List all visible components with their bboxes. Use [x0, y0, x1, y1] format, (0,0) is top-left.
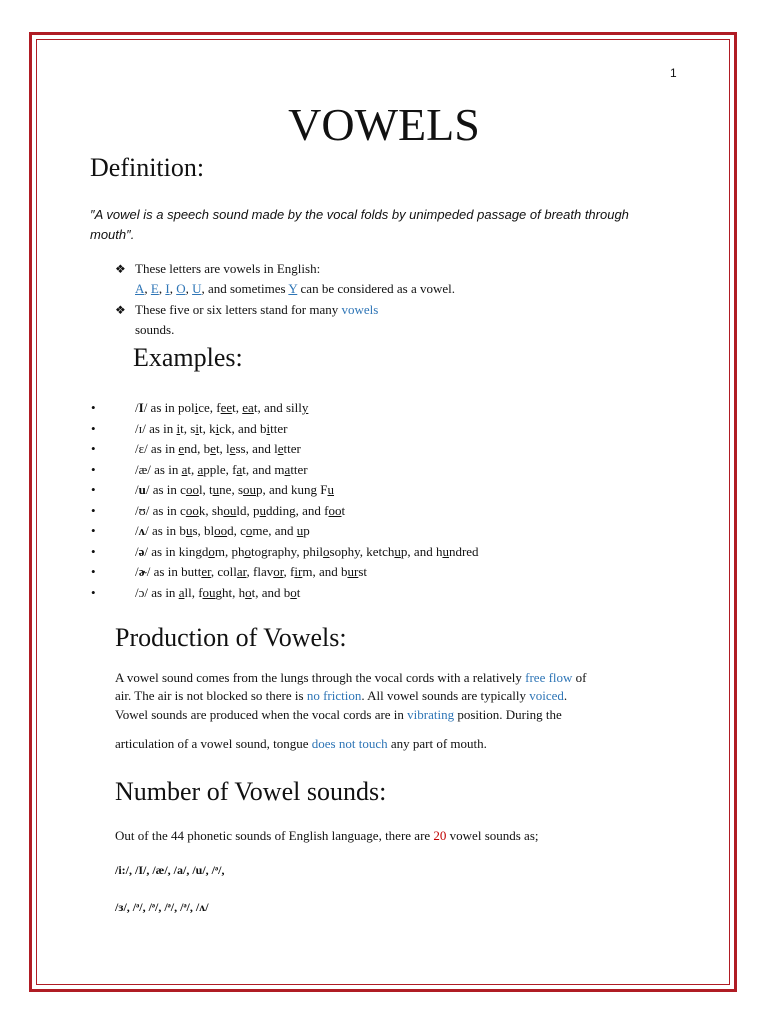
vowel-letter-link[interactable]: U [192, 281, 202, 296]
bullet-icon: • [91, 502, 96, 518]
example-segment: / as in butt [146, 564, 202, 579]
vowel-letter-link[interactable]: I [165, 281, 170, 296]
production-heading: Production of Vowels: [115, 623, 347, 652]
example-segment: k, sh [198, 502, 224, 518]
example-segment: p [303, 523, 310, 538]
underlined-vowel: oo [185, 482, 199, 497]
vowel-letters-line [135, 281, 455, 297]
diamond-bullet-icon: ❖ [115, 262, 126, 276]
text: vowel sounds as; [446, 828, 539, 843]
example-segment: t, k [198, 420, 216, 436]
underlined-vowel: o [208, 543, 215, 559]
underlined-vowel: u [185, 523, 193, 538]
separator: , [169, 281, 177, 296]
example-segment: tter [290, 461, 308, 477]
bullet-icon: • [91, 461, 96, 477]
example-text [135, 583, 300, 603]
example-segment: d, c [227, 523, 246, 538]
definition-quote-line2: mouth″. [90, 227, 135, 242]
underlined-vowel: ir [294, 564, 303, 579]
example-segment: /ʊ/ as in c [135, 502, 186, 518]
bullet-vowel-letters: These letters are vowels in English: [135, 261, 321, 276]
production-line-2 [115, 688, 567, 704]
bullet-icon: • [91, 564, 96, 579]
example-segment: t, and b [251, 584, 291, 600]
underlined-vowel: i [176, 420, 181, 436]
production-line-3 [115, 707, 562, 723]
bullet-icon: • [91, 482, 96, 497]
free-flow-highlight: free flow [525, 670, 573, 685]
underlined-vowel: o [244, 543, 251, 559]
example-segment: , flav [246, 564, 274, 579]
example-segment: p, and kung F [256, 482, 328, 497]
example-segment: m, and b [302, 564, 348, 579]
underlined-vowel: o [245, 584, 252, 600]
underlined-vowel: o [323, 543, 330, 559]
underlined-vowel: i [195, 420, 199, 436]
does-not-touch-highlight: does not touch [311, 736, 388, 751]
example-text [135, 398, 308, 418]
example-segment: t, and m [242, 461, 285, 477]
underlined-vowel: ea [242, 400, 254, 415]
example-segment: t, l [215, 441, 230, 456]
example-segment: sophy, ketch [329, 543, 395, 559]
separator: , [158, 281, 166, 296]
example-segment: m, ph [214, 543, 245, 559]
text: of [572, 670, 587, 685]
underlined-vowel: oo [185, 502, 199, 518]
number-text [115, 828, 539, 844]
example-segment: / [135, 564, 139, 579]
text: air. The air is not blocked so there is [115, 688, 307, 703]
example-segment: t, [232, 400, 243, 415]
example-segment: / [135, 400, 139, 415]
vibrating-highlight: vibrating [407, 707, 455, 722]
underlined-vowel: u [327, 482, 335, 497]
example-segment: ce, f [198, 400, 221, 415]
example-segment: st [358, 564, 367, 579]
example-segment: s, bl [192, 523, 215, 538]
text: Out of the 44 phonetic sounds of English language, there are [115, 828, 434, 843]
vowel-letter-link[interactable]: A [135, 281, 145, 296]
example-segment: /ɪ/ as in [135, 420, 177, 436]
example-text [135, 480, 334, 500]
example-text [135, 562, 367, 582]
diamond-bullet-icon: ❖ [115, 303, 126, 317]
underlined-vowel: o [290, 584, 297, 600]
phoneme-symbol: ʌ [138, 523, 146, 538]
example-segment: ll, f [184, 584, 203, 600]
bullet-vowel-sounds [135, 302, 378, 318]
underlined-vowel: ou [223, 502, 237, 518]
underlined-vowel: a [236, 461, 243, 477]
text: . [563, 688, 568, 703]
underlined-vowel: u [296, 523, 304, 538]
number-heading: Number of Vowel sounds: [115, 777, 387, 806]
bullet-icon: • [91, 523, 96, 538]
example-text [135, 521, 310, 541]
underlined-vowel: oo [214, 523, 228, 538]
vowel-letter-y-link[interactable]: Y [288, 281, 298, 296]
vowel-letter-link[interactable]: E [150, 281, 159, 296]
example-segment: /æ/ as in [135, 461, 182, 477]
example-segment: l, t [198, 482, 213, 497]
example-segment: pple, f [203, 461, 237, 477]
example-segment: ndred [448, 543, 479, 559]
underlined-vowel: u [442, 543, 449, 559]
phoneme-symbol: ə [138, 543, 145, 559]
example-segment: nd, b [184, 441, 211, 456]
underlined-vowel: ar [236, 564, 247, 579]
vowel-count: 20 [433, 828, 447, 843]
example-segment: t [296, 584, 301, 600]
example-segment: me, and [252, 523, 297, 538]
example-segment: t [341, 502, 346, 518]
definition-heading: Definition: [90, 153, 205, 182]
bullet-icon: • [91, 400, 96, 415]
voiced-highlight: voiced [529, 688, 564, 703]
example-segment: / as in b [145, 523, 186, 538]
bullet-text: These five or six letters stand for many [135, 302, 342, 317]
example-segment: / as in pol [143, 400, 195, 415]
example-segment: , f [283, 564, 295, 579]
example-text [135, 501, 345, 521]
production-line-4 [115, 736, 487, 752]
underlined-vowel: y [301, 400, 309, 415]
underlined-vowel: u [259, 502, 267, 518]
example-segment: / [135, 543, 139, 559]
underlined-vowel: ou [243, 482, 257, 497]
underlined-vowel: u [212, 482, 220, 497]
underlined-vowel: ou [202, 584, 216, 600]
underlined-vowel: i [194, 400, 199, 415]
underlined-vowel: oo [328, 502, 342, 518]
bullet-vowel-sounds-line2: sounds. [135, 322, 175, 337]
examples-heading: Examples: [133, 343, 243, 372]
example-segment: t, and sill [253, 400, 302, 415]
underlined-vowel: u [394, 543, 401, 559]
example-segment: ld, p [236, 502, 260, 518]
example-segment: / [135, 523, 139, 538]
example-segment: /ɛ/ as in [135, 441, 179, 456]
underlined-vowel: e [229, 441, 236, 456]
example-segment: / [135, 482, 139, 497]
underlined-vowel: a [284, 461, 291, 477]
underlined-vowel: a [181, 461, 188, 477]
underlined-vowel: er [201, 564, 211, 579]
letters-end: can be considered as a vowel. [297, 281, 456, 296]
text: . All vowel sounds are typically [361, 688, 530, 703]
example-text [135, 460, 308, 480]
example-segment: tter [283, 441, 301, 456]
phoneme-symbol: ɚ [138, 564, 147, 579]
example-segment: tography, phil [250, 543, 324, 559]
example-segment: p, and h [400, 543, 443, 559]
underlined-vowel: a [197, 461, 204, 477]
page-title: VOWELS [288, 99, 480, 150]
bullet-icon: • [91, 584, 96, 600]
ipa-symbols-line-1: /i:/, /I/, /æ/, /a/, /u/, /ᵊ/, [115, 863, 225, 877]
example-segment: ss, and l [235, 441, 278, 456]
phoneme-symbol: u [138, 482, 146, 497]
example-segment: t, s [180, 420, 196, 436]
example-text [135, 439, 301, 459]
text: A vowel sound comes from the lungs through the vocal cords with a relatively [115, 670, 526, 685]
example-segment: , coll [210, 564, 237, 579]
example-segment: ne, s [219, 482, 244, 497]
vowels-highlight: vowels [341, 302, 379, 317]
example-segment: /ɔ/ as in [135, 584, 179, 600]
ipa-symbols-line-2: /ɜ/, /ᵊ/, /ᵊ/, /ᵊ/, /ᵊ/, /ʌ/ [115, 900, 209, 914]
example-segment: ght, h [215, 584, 246, 600]
separator: , [144, 281, 151, 296]
text: articulation of a vowel sound, tongue [115, 736, 312, 751]
underlined-vowel: ee [220, 400, 233, 415]
example-segment: dding, and f [266, 502, 329, 518]
underlined-vowel: o [245, 523, 253, 538]
bullet-icon: • [91, 420, 96, 436]
text: Vowel sounds are produced when the vocal cords are in [115, 707, 408, 722]
example-segment: ck, and b [219, 420, 267, 436]
phoneme-symbol: I [138, 400, 144, 415]
underlined-vowel: ur [347, 564, 359, 579]
bullet-icon: • [91, 543, 96, 559]
underlined-vowel: e [277, 441, 284, 456]
separator: , [185, 281, 193, 296]
example-segment: / as in kingd [144, 543, 209, 559]
bullet-icon: • [91, 441, 96, 456]
example-segment: t, [187, 461, 198, 477]
underlined-vowel: or [273, 564, 284, 579]
underlined-vowel: i [215, 420, 220, 436]
underlined-vowel: a [178, 584, 185, 600]
production-line-1 [115, 670, 587, 686]
definition-quote-line1: ″A vowel is a speech sound made by the vocal folds by unimpeded passage of breath through [90, 207, 629, 222]
text: position. During the [454, 707, 562, 722]
letters-connector: , and sometimes [201, 281, 289, 296]
underlined-vowel: i [266, 420, 271, 436]
example-text [135, 542, 479, 562]
example-segment: tter [270, 420, 288, 436]
example-text [135, 419, 287, 439]
no-friction-highlight: no friction [306, 688, 362, 703]
page-number: 1 [670, 66, 677, 80]
underlined-vowel: e [178, 441, 185, 456]
vowel-letter-link[interactable]: O [176, 281, 186, 296]
text: any part of mouth. [387, 736, 487, 751]
example-segment: / as in c [145, 482, 186, 497]
definition-quote [90, 205, 670, 245]
underlined-vowel: e [210, 441, 216, 456]
